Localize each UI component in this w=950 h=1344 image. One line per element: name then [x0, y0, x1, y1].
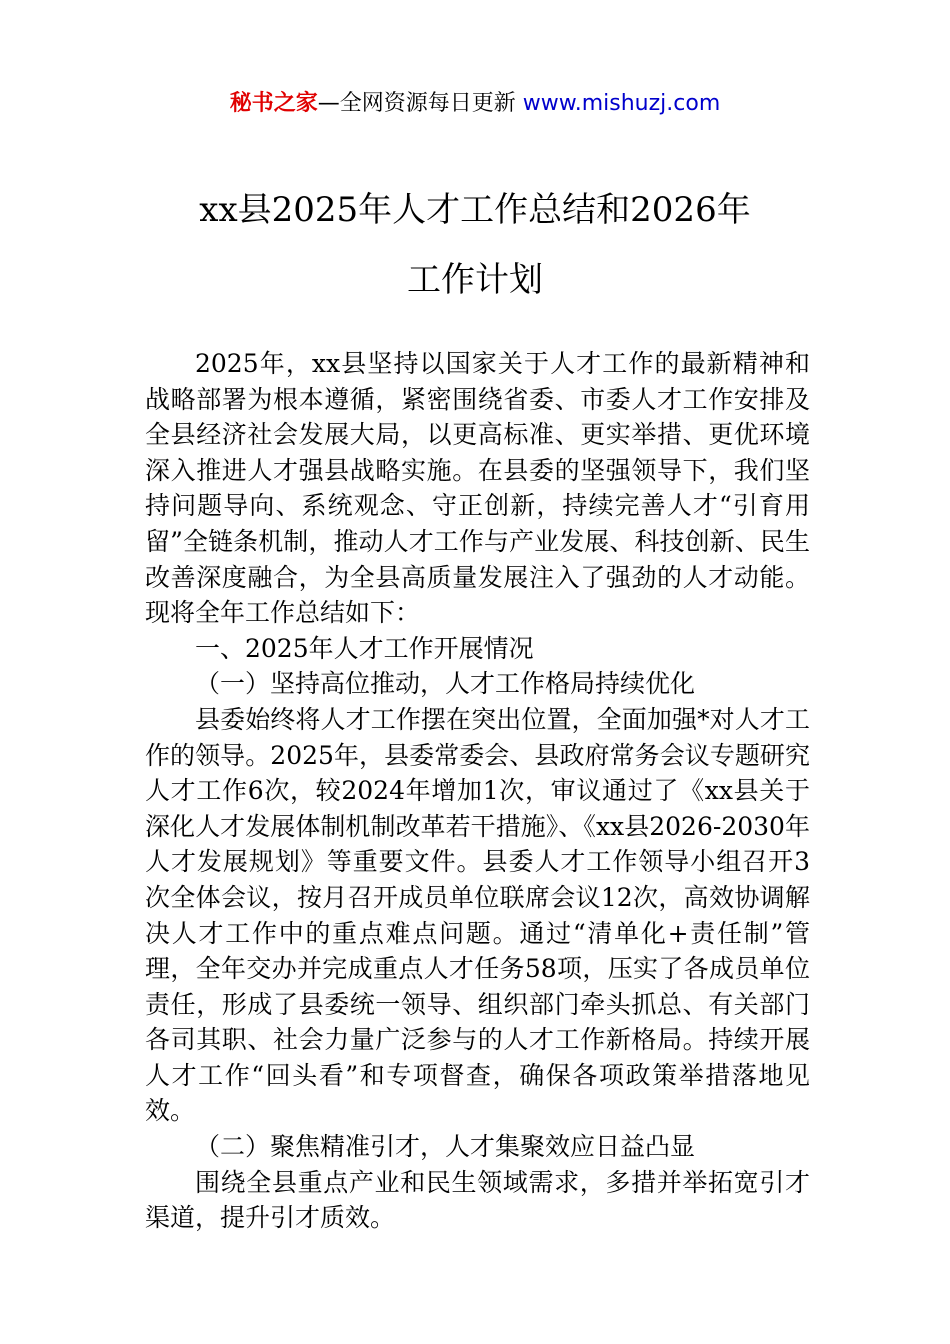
site-brand: 秘书之家 [229, 91, 318, 116]
document-title-line-2: 工作计划 [407, 260, 543, 300]
document-body [145, 346, 810, 1236]
subsection-heading-2: （二）聚焦精准引才，人才集聚效应日益凸显 [195, 1132, 696, 1162]
section-heading-1: 一、2025年人才工作开展情况 [195, 633, 534, 663]
subsection-paragraph-1: 县委始终将人才工作摆在突出位置，全面加强*对人才工作的领导。2025年，县委常委会、县政府常务会议专题研究人才工作6次，较2024年增加1次，审议通过了《xx县关于深化人才发展体制机制改革若干措施》、《xx县2026-2030年人才发展规划》等重要文件。县委人才工作领导小组召开3次全体会议，按月召开成员单位联席会议12次，高效协调解决人才工作中的重点难点问题。通过“清单化+责任制”管理，全年交办并完成重点人才任务58项，压实了各成员单位责任，形成了县委统一领导、组织部门牵头抓总、有关部门各司其职、社会力量广泛参与的人才工作新格局。持续开展人才工作“回头看”和专项督查，确保各项政策举措落地见效。 [145, 704, 810, 1126]
site-slogan: —全网资源每日更新 [317, 91, 523, 116]
document-title-line-1: xx县2025年人才工作总结和2026年 [199, 190, 751, 230]
subsection-heading-1: （一）坚持高位推动，人才工作格局持续优化 [195, 669, 696, 699]
site-header [0, 88, 950, 120]
intro-paragraph: 2025年，xx县坚持以国家关于人才工作的最新精神和战略部署为根本遵循，紧密围绕省委、市委人才工作安排及全县经济社会发展大局，以更高标准、更实举措、更优环境深入推进人才强县战略实施。在县委的坚强领导下，我们坚持问题导向、系统观念、守正创新，持续完善人才“引育用留”全链条机制，推动人才工作与产业发展、科技创新、民生改善深度融合，为全县高质量发展注入了强劲的人才动能。现将全年工作总结如下： [145, 349, 810, 628]
site-url-link[interactable]: www.mishuzj.com [522, 91, 721, 116]
subsection-paragraph-2: 围绕全县重点产业和民生领域需求，多措并举拓宽引才渠道，提升引才质效。 [145, 1167, 810, 1233]
